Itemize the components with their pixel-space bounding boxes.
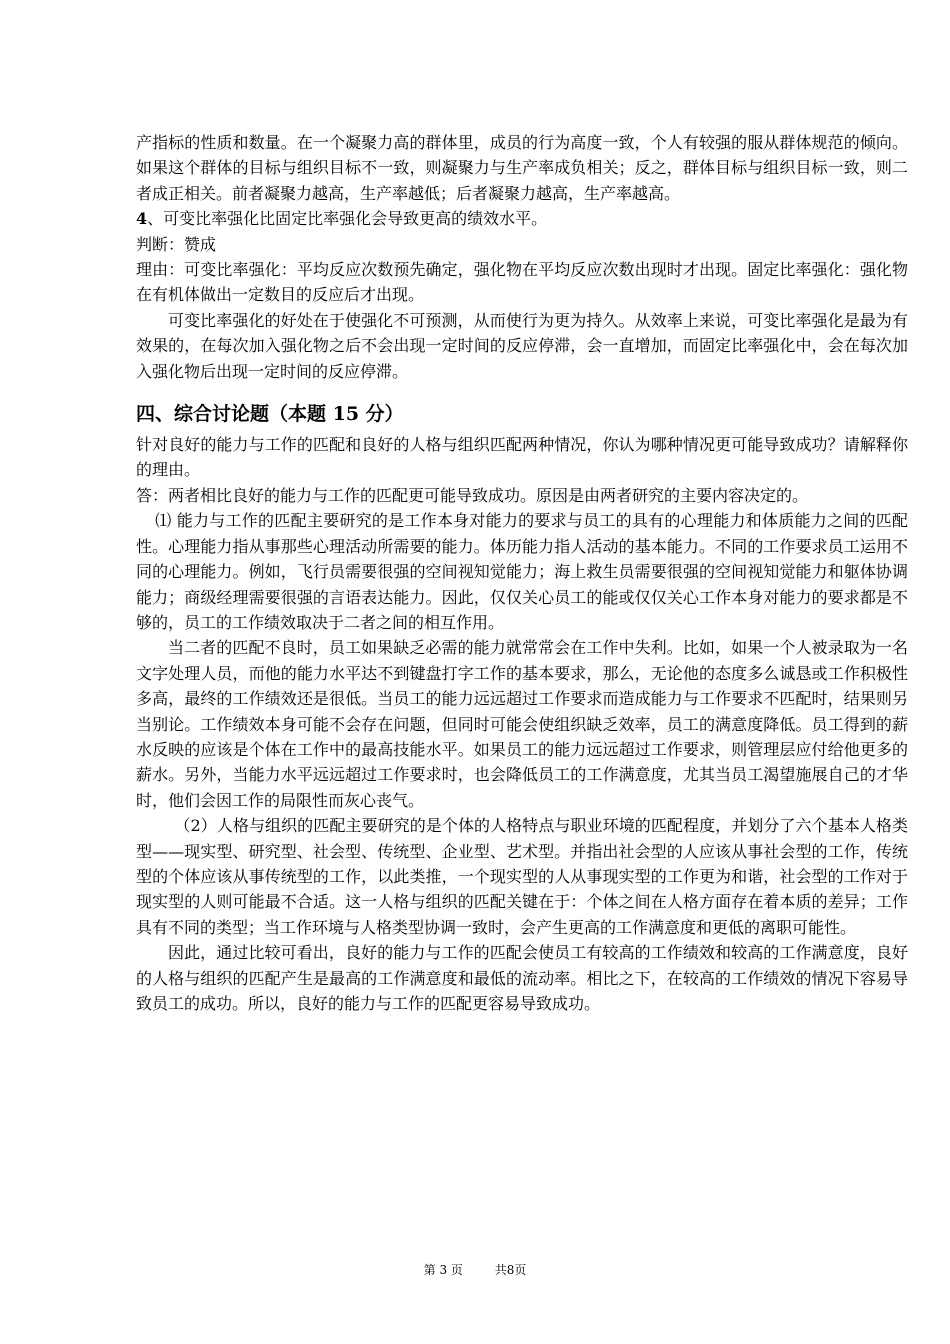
explanation-paragraph: 可变比率强化的好处在于使强化不可预测，从而使行为更为持久。从效率上来说，可变比率强化是最为有效果的，在每次加入强化物之后不会出现一定时间的反应停滞，会一直增加，而固定比率强化中，会在每次加入强化物后出现一定时间的反应停滞。 [136,310,908,381]
reason-paragraph: 理由：可变比率强化：平均反应次数预先确定，强化物在平均反应次数出现时才出现。固定比率强化：强化物在有机体做出一定数目的反应后才出现。 [136,260,908,305]
section-title: 四、综合讨论题（本题 15 分） [136,403,404,426]
page-total: 共8页 [494,1263,527,1277]
question-number: 4 [136,209,148,229]
answer-conclusion: 因此，通过比较可看出，良好的能力与工作的匹配会使员工有较高的工作绩效和较高的工作满意度，良好的人格与组织的匹配产生是最高的工作满意度和最低的流动率。相比之下，在较高的工作绩效的情况下容易导致员工的成功。所以，良好的能力与工作的匹配更容易导致成功。 [136,943,908,1013]
page-number: 第 3 页 [423,1263,463,1277]
page-footer [0,1262,950,1278]
discussion-question: 针对良好的能力与工作的匹配和良好的人格与组织匹配两种情况，你认为哪种情况更可能导致成功？请解释你的理由。 [136,435,908,480]
continued-paragraph: 产指标的性质和数量。在一个凝聚力高的群体里，成员的行为高度一致，个人有较强的服从群体规范的倾向。如果这个群体的目标与组织目标不一致，则凝聚力与生产率成负相关；反之，群体目标与组织目标一致，则二者成正相关。前者凝聚力越高，生产率越低；后者凝聚力越高，生产率越高。 [136,133,908,203]
answer-intro: 答：两者相比良好的能力与工作的匹配更可能导致成功。原因是由两者研究的主要内容决定的。 [136,485,809,505]
document-body [136,130,908,1016]
answer-point-1-detail: 当二者的匹配不良时，员工如果缺乏必需的能力就常常会在工作中失利。比如，如果一个人被录取为一名文字处理人员，而他的能力水平达不到键盘打字工作的基本要求，那么，无论他的态度多么诚恳或工作积极性多高，最终的工作绩效还是很低。当员工的能力远远超过工作要求而造成能力与工作要求不匹配时，结果则另当别论。工作绩效本身可能不会存在问题，但同时可能会使组织缺乏效率，员工的满意度降低。员工得到的薪水反映的应该是个体在工作中的最高技能水平。如果员工的能力远远超过工作要求，则管理层应付给他更多的薪水。另外，当能力水平远远超过工作要求时，也会降低员工的工作满意度，尤其当员工渴望施展自己的才华时，他们会因工作的局限性而灰心丧气。 [136,638,908,810]
question-text: 、可变比率强化比固定比率强化会导致更高的绩效水平。 [147,209,548,229]
judgment-line: 判断：赞成 [136,234,217,254]
question-4 [136,206,908,231]
answer-point-2: （2）人格与组织的匹配主要研究的是个体的人格特点与职业环境的匹配程度，并划分了六个基本人格类型——现实型、研究型、社会型、传统型、企业型、艺术型。并指出社会型的人应该从事社会型的工作，传统型的个体应该从事传统型的工作，以此类推，一个现实型的人从事现实型的工作更为和谐，社会型的工作对于现实型的人则可能最不合适。这一人格与组织的匹配关键在于：个体之间在人格方面存在着本质的差异；工作具有不同的类型；当工作环境与人格类型协调一致时，会产生更高的工作满意度和更低的离职可能性。 [136,816,908,937]
answer-point-1: ⑴ 能力与工作的匹配主要研究的是工作本身对能力的要求与员工的具有的心理能力和体质能力之间的匹配性。心理能力指从事那些心理活动所需要的能力。体历能力指人活动的基本能力。不同的工作要求员工运用不同的心理能力。例如，飞行员需要很强的空间视知觉能力；海上救生员需要很强的空间视知觉能力和躯体协调能力；商级经理需要很强的言语表达能力。因此，仅仅关心员工的能或仅仅关心工作本身对能力的要求都是不够的，员工的工作绩效取决于二者之间的相互作用。 [136,511,908,632]
